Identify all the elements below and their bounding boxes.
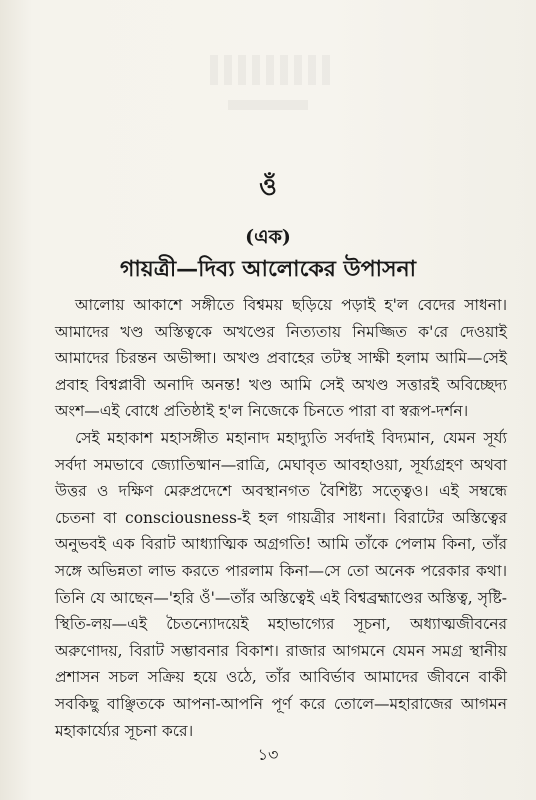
section-number: (এক) xyxy=(245,226,291,248)
show-through-text xyxy=(228,100,308,110)
show-through-text xyxy=(210,55,330,85)
chapter-body xyxy=(55,292,507,744)
om-symbol: ওঁ xyxy=(259,172,277,201)
paragraph: আলোয় আকাশে সঙ্গীতে বিশ্বময় ছড়িয়ে পড়াই হ'ল বেদের সাধনা। আমাদের খণ্ড অস্তিত্বকে অখণ্ডের নিত্যতায় নিমজ্জিত ক'রে দেওয়াই আমাদের চিরন্তন অভীপ্সা। অখণ্ড প্রবাহের তটস্থ সাক্ষী হলাম আমি—সেই প্রবাহ বিশ্বপ্লাবী অনাদি অনন্ত! খণ্ড আমি সেই অখণ্ড সত্তারই অবিচ্ছেদ্য অংশ—এই বোধে প্রতিষ্ঠাই হ'ল নিজেকে চিনতে পারা বা স্বরূপ-দর্শন। xyxy=(55,296,507,421)
chapter-title: গায়ত্রী—দিব্য আলোকের উপাসনা xyxy=(119,256,417,282)
page-number: ১৩ xyxy=(257,745,279,764)
paragraph: সেই মহাকাশ মহাসঙ্গীত মহানাদ মহাদ্যুতি সর্বদাই বিদ্যমান, যেমন সূর্য্য সর্বদা সমভাবে জ্যোতিষ্মান—রাত্রি, মেঘাবৃত আবহাওয়া, সূর্য্যগ্রহণ অথবা উত্তর ও দক্ষিণ মেরুপ্রদেশে অবস্থানগত বৈশিষ্ট্য সত্ত্বেও। এই সম্বন্ধে চেতনা বা consciousness-ই হল গায়ত্রীর সাধনা। বিরাটের অস্তিত্বের অনুভবই এক বিরাট আধ্যাত্মিক অগ্রগতি! আমি তাঁকে পেলাম কিনা, তাঁর সঙ্গে অভিন্নতা লাভ করতে পারলাম কিনা—সে তো অনেক পরেকার কথা। তিনি যে আছেন—'হরি ওঁ'—তাঁর অস্তিত্বেই এই বিশ্বব্রহ্মাণ্ডের অস্তিত্ব, সৃষ্টি-স্থিতি-লয়—এই চৈতন্যোদয়েই মহাভাগ্যের সূচনা, অধ্যাত্মজীবনের অরুণোদয়, বিরাট সম্ভাবনার বিকাশ। রাজার আগমনে যেমন সমগ্র স্থানীয় প্রশাসন সচল সক্রিয় হয়ে ওঠে, তাঁর আবির্ভাব আমাদের জীবনে বাকী সবকিছু বাঞ্ছিতকে আপনা-আপনি পূর্ণ করে তোলে—মহারাজের আগমন মহাকার্য্যের সূচনা করে। xyxy=(55,428,507,740)
